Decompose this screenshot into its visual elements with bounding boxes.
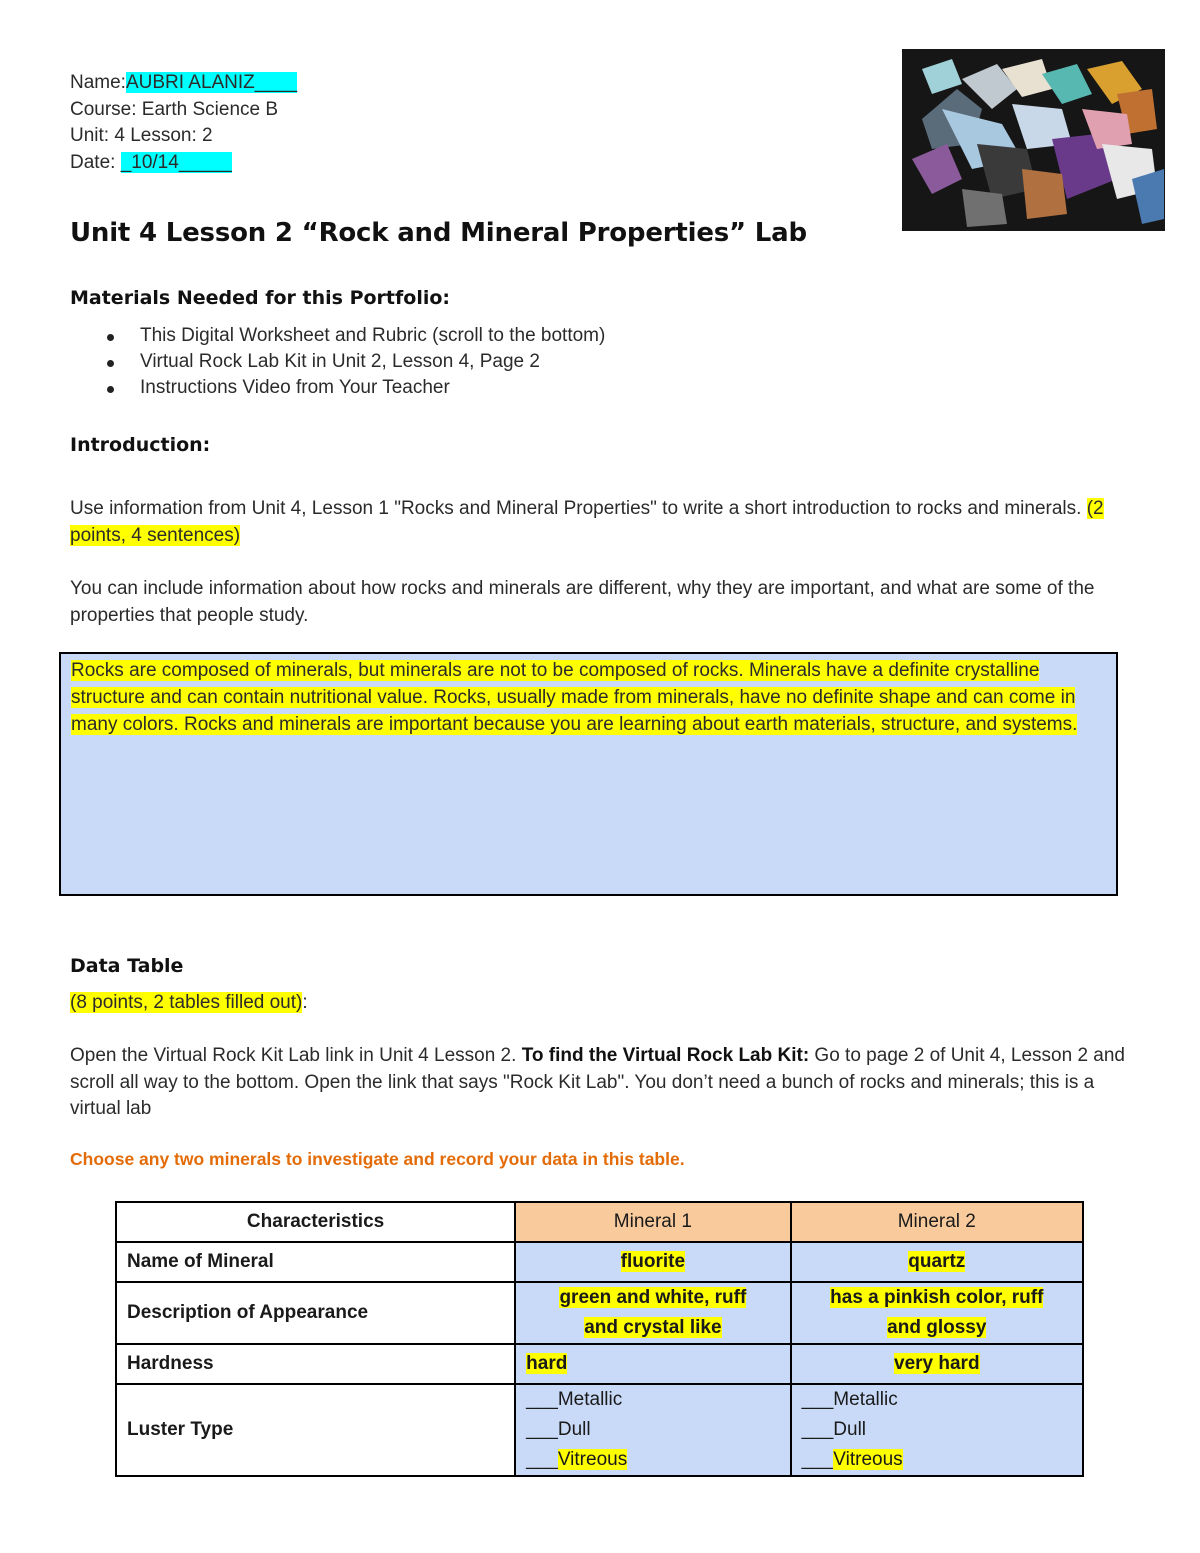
- mineral-1-name-cell[interactable]: [515, 1242, 790, 1282]
- date-label: Date:: [70, 151, 121, 173]
- table-row: [116, 1344, 1083, 1384]
- mineral-1-hardness-cell[interactable]: [515, 1344, 790, 1384]
- points-suffix: :: [302, 992, 308, 1013]
- luster-option-dull[interactable]: [802, 1415, 1072, 1445]
- table-row: [116, 1242, 1083, 1282]
- name-label: Name:: [70, 72, 126, 93]
- option-label: Metallic: [833, 1389, 898, 1410]
- cell-value: has a pinkish color, ruff: [830, 1287, 1044, 1308]
- cell-value: hard: [526, 1353, 568, 1374]
- date-line: [70, 150, 297, 177]
- instructions-part-a: Open the Virtual Rock Kit Lab link in Unit 4 Lesson 2.: [70, 1045, 522, 1066]
- data-points-badge: (8 points, 2 tables filled out): [70, 992, 303, 1013]
- mineral-table: [115, 1201, 1084, 1477]
- mineral-1-description-cell[interactable]: [515, 1282, 790, 1344]
- answer-highlight: Rocks are composed of minerals, but minerals are not to be composed of rocks. Minerals have a definite crystalline structure and can contain nutritional value. Rocks, usually made from minerals, have no definite shape and can come in many colors. Rocks and minerals are important because you are learning about earth materials, structure, and systems.: [71, 660, 1078, 735]
- table-header-row: [116, 1202, 1083, 1242]
- cell-value: and crystal like: [584, 1317, 722, 1338]
- luster-option-metallic[interactable]: [526, 1385, 779, 1415]
- choose-minerals-instruction: Choose any two minerals to investigate and record your data in this table.: [70, 1149, 685, 1169]
- minerals-photo-icon: [902, 49, 1165, 231]
- header-mineral-1: Mineral 1: [515, 1202, 790, 1242]
- row-label: Name of Mineral: [116, 1242, 515, 1282]
- header-characteristics: Characteristics: [116, 1202, 515, 1242]
- mineral-2-hardness-cell[interactable]: [791, 1344, 1083, 1384]
- data-points: [70, 990, 308, 1017]
- option-label: Vitreous: [833, 1449, 903, 1470]
- option-label: Dull: [833, 1419, 867, 1440]
- blank-line: ___: [801, 1419, 834, 1440]
- row-label: Description of Appearance: [116, 1282, 515, 1344]
- option-label: Vitreous: [557, 1449, 628, 1470]
- cell-value: fluorite: [620, 1251, 686, 1272]
- name-line: [70, 70, 297, 97]
- data-instructions: [70, 1043, 1140, 1123]
- list-item: Virtual Rock Lab Kit in Unit 2, Lesson 4, Page 2: [105, 349, 605, 375]
- introduction-hint: You can include information about how rocks and minerals are different, why they are important, and what are some of the properties that people study.: [70, 578, 1095, 626]
- cell-value: green and white, ruff: [559, 1287, 747, 1308]
- introduction-heading: Introduction:: [70, 434, 211, 456]
- row-label: Luster Type: [116, 1384, 515, 1476]
- luster-option-dull[interactable]: [526, 1415, 779, 1445]
- luster-option-vitreous[interactable]: [802, 1445, 1072, 1475]
- cell-value: very hard: [894, 1353, 980, 1374]
- table-row: [116, 1282, 1083, 1344]
- blank-line: ___: [801, 1389, 834, 1410]
- course-line: Course: Earth Science B: [70, 98, 279, 120]
- blank-line: ___: [526, 1389, 558, 1410]
- data-table-heading: Data Table: [70, 955, 184, 977]
- instructions-text: Use information from Unit 4, Lesson 1 "Rocks and Mineral Properties" to write a short introduction to rocks and minerals.: [70, 498, 1087, 519]
- blank-line: ___: [801, 1449, 834, 1470]
- unit-line: Unit: 4 Lesson: 2: [70, 125, 213, 146]
- list-item: Instructions Video from Your Teacher: [105, 375, 605, 401]
- luster-option-vitreous[interactable]: [526, 1445, 779, 1475]
- data-table: [115, 1201, 1084, 1477]
- header-mineral-2: Mineral 2: [791, 1202, 1083, 1242]
- row-label: Hardness: [116, 1344, 515, 1384]
- materials-heading: Materials Needed for this Portfolio:: [70, 287, 450, 309]
- introduction-answer-text[interactable]: [71, 657, 1101, 738]
- mineral-2-description-cell[interactable]: [791, 1282, 1083, 1344]
- date-value: _10/14_____: [120, 151, 232, 173]
- table-row: [116, 1384, 1083, 1476]
- points-badge: (2 points, 4 sentences): [70, 498, 1104, 546]
- introduction-answer-box[interactable]: [59, 652, 1118, 896]
- option-label: Metallic: [557, 1389, 623, 1410]
- blank-line: ___: [526, 1419, 558, 1440]
- option-label: Dull: [557, 1419, 591, 1440]
- cell-value: and glossy: [887, 1317, 987, 1338]
- instructions-part-b: Go to page 2 of Unit 4, Lesson 2 and scroll all way to the bottom. Open the link that says "Rock Kit Lab". You don’t need a bunch of rocks and minerals; this is a virtual lab: [70, 1045, 1125, 1119]
- luster-option-metallic[interactable]: [802, 1385, 1072, 1415]
- instructions-bold: To find the Virtual Rock Lab Kit:: [521, 1045, 810, 1066]
- blank-line: ___: [526, 1449, 558, 1470]
- mineral-2-luster-cell[interactable]: [791, 1384, 1083, 1476]
- page-title: Unit 4 Lesson 2 “Rock and Mineral Properties” Lab: [70, 218, 807, 248]
- name-value: AUBRI ALANIZ____: [125, 72, 298, 93]
- student-header: [70, 70, 297, 176]
- materials-list: [105, 323, 605, 401]
- introduction-instructions: [70, 496, 1140, 549]
- minerals-photo: [902, 49, 1165, 231]
- cell-value: quartz: [908, 1251, 966, 1272]
- list-item: This Digital Worksheet and Rubric (scroll to the bottom): [105, 323, 605, 349]
- mineral-2-name-cell[interactable]: [791, 1242, 1083, 1282]
- mineral-1-luster-cell[interactable]: [515, 1384, 790, 1476]
